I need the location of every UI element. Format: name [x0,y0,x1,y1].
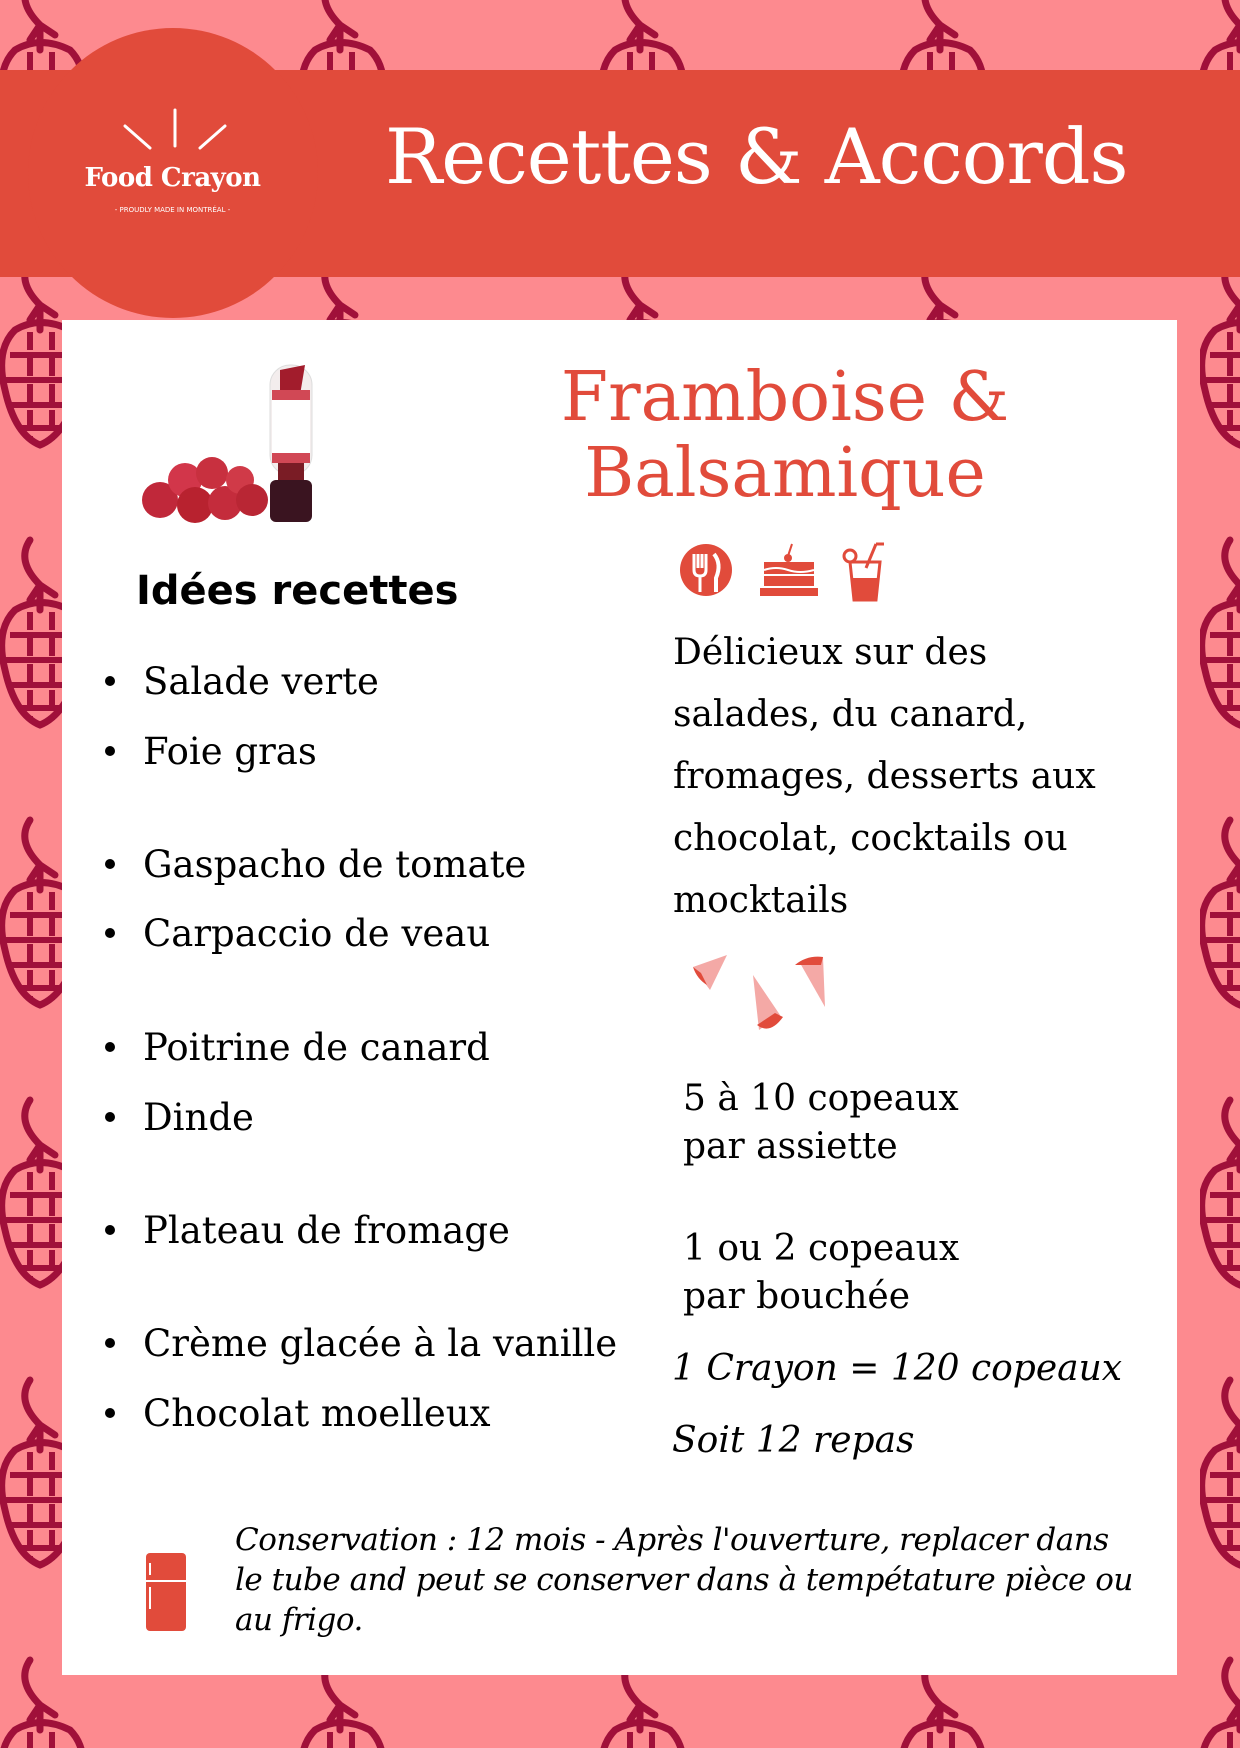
sun-rays-icon [120,108,230,158]
recipe-item: Salade verte [105,660,379,703]
product-title-line1: Framboise & [560,358,1010,437]
recipe-item: Poitrine de canard [105,1026,490,1069]
bullet-icon [105,1042,115,1052]
recipe-item: Carpaccio de veau [105,912,490,955]
portion-per-bite: 1 ou 2 copeaux par bouchée [683,1228,960,1317]
portion-per-plate: 5 à 10 copeaux par assiette [683,1078,959,1167]
crayon-shavings-icon [685,945,835,1045]
bullet-icon [105,859,115,869]
bullet-icon [105,746,115,756]
recipe-item: Gaspacho de tomate [105,843,526,886]
bullet-icon [105,928,115,938]
brand-tagline: - PROUDLY MADE IN MONTRÉAL - [114,206,231,214]
bullet-icon [105,676,115,686]
bullet-icon [105,1408,115,1418]
pairing-description: Délicieux sur des salades, du canard, fromages, desserts aux chocolat, cocktails ou mocktails [673,632,1096,921]
bullet-icon [105,1225,115,1235]
recipe-item: Dinde [105,1096,254,1139]
fridge-icon [146,1553,186,1633]
crayon-yield: 1 Crayon = 120 copeaux [672,1348,1123,1389]
product-photo [140,355,340,535]
usage-icons [680,540,900,604]
raspberries-icon [142,457,268,523]
page-title: Recettes & Accords [385,112,1128,201]
product-title [520,360,1050,512]
bullet-icon [105,1112,115,1122]
recipe-item: Crème glacée à la vanille [105,1322,617,1365]
cake-icon [760,544,818,596]
storage-note: Conservation : 12 mois - Après l'ouverture, replacer dans le tube and peut se conserver dans à tempétature pièce ou au frigo. [235,1522,1133,1638]
plate-fork-knife-icon [680,544,732,596]
meals-count: Soit 12 repas [672,1420,915,1461]
recipe-item: Chocolat moelleux [105,1392,490,1435]
product-title-line2: Balsamique [584,434,986,513]
recipe-item: Foie gras [105,730,317,773]
crayon-tube-icon [270,365,312,522]
brand-name: Food Crayon [84,163,261,193]
recipe-item: Plateau de fromage [105,1209,510,1252]
recipe-ideas-heading: Idées recettes [136,568,459,614]
bullet-icon [105,1338,115,1348]
cocktail-glass-icon [844,544,884,600]
